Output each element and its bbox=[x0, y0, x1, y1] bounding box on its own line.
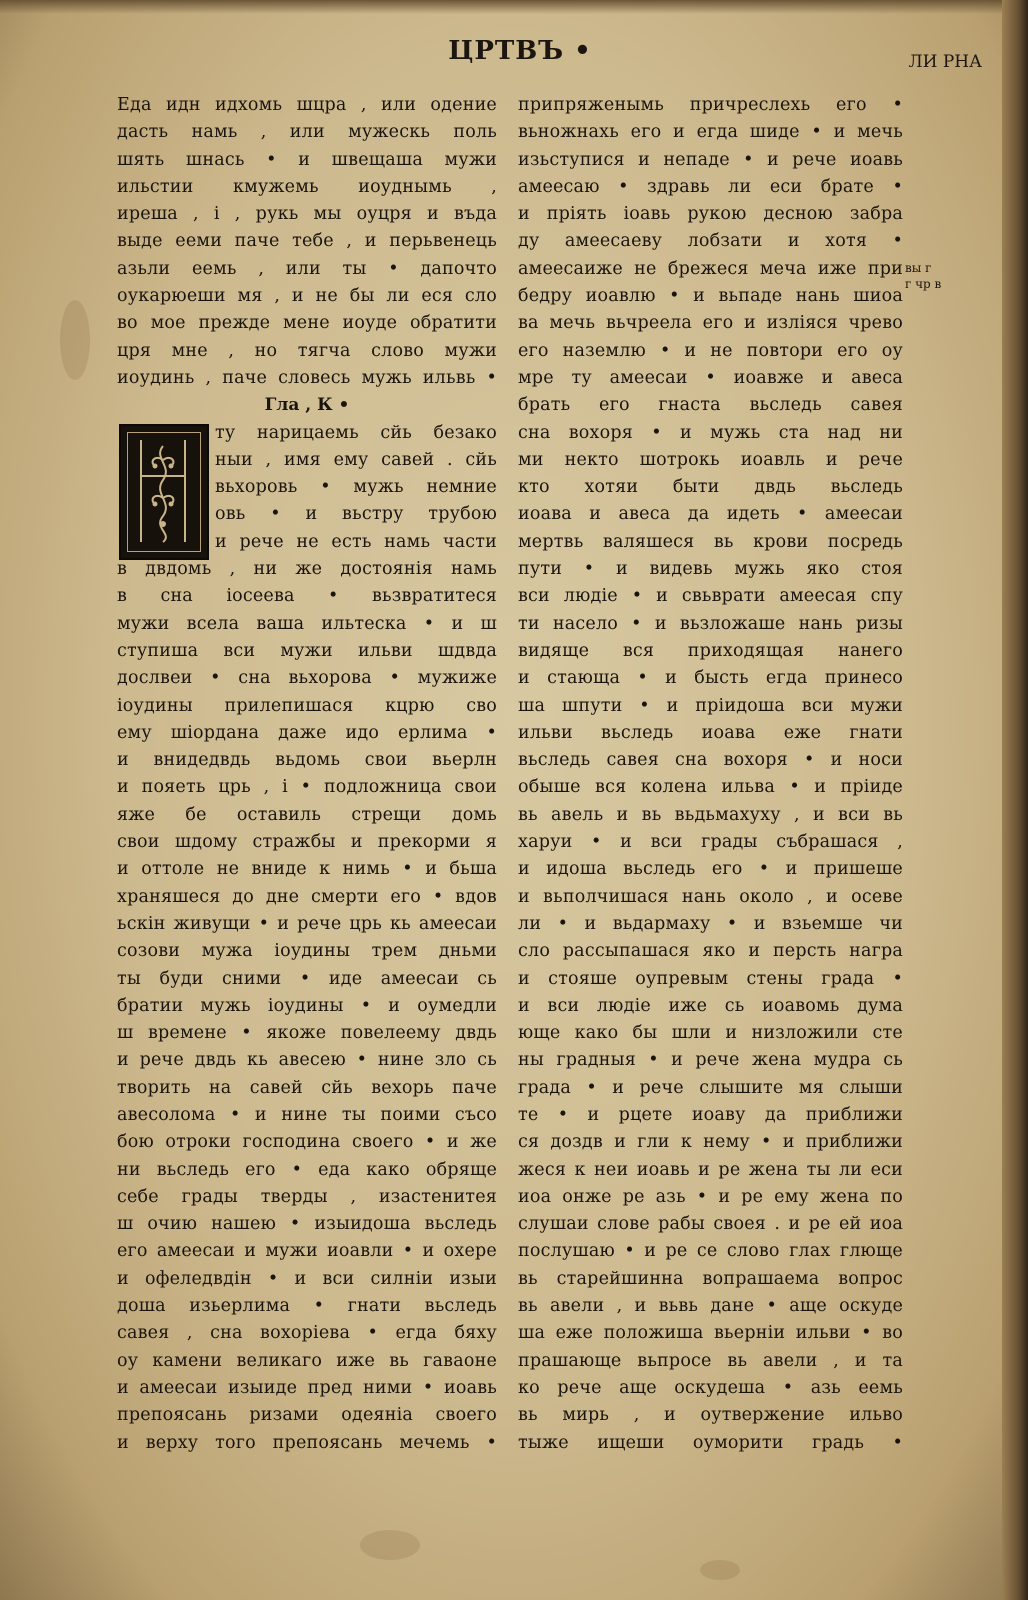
page-right-edge bbox=[1002, 0, 1028, 1600]
text-line: слушаи слове рабы своея . и ре ей иоа bbox=[518, 1214, 903, 1235]
page-number: ЛИ РНА bbox=[908, 52, 982, 72]
text-line: сна вохоря • и мужь ста над ни bbox=[518, 422, 903, 443]
text-line: и рече двдь кь авесею • нине зло сь bbox=[117, 1050, 497, 1071]
text-line: ти насело • и вьзложаше нань ризы bbox=[518, 613, 903, 634]
running-head: ЦРТВЪ • bbox=[448, 36, 592, 66]
text-line: и стояше оупревым стены града • bbox=[518, 968, 903, 989]
text-line: выде ееми паче тебе , и перьвенець bbox=[117, 231, 497, 252]
text-line: и внидедвдь вьдомь свои вьерлн bbox=[117, 750, 497, 771]
text-line: себе грады тверды , изастенитея bbox=[117, 1186, 497, 1207]
text-line: вьхоровь • мужь немние bbox=[215, 477, 497, 498]
text-line: ш очию нашею • изыидоша вьследь bbox=[117, 1214, 497, 1235]
text-line: овь • и вьстру трубою bbox=[215, 504, 497, 525]
text-line: и вси людіе иже сь иоавомь дума bbox=[518, 995, 903, 1016]
text-line: шять шнась • и швещаша мужи bbox=[117, 149, 497, 170]
text-line: бою отроки господина своего • и же bbox=[117, 1132, 497, 1153]
ornament-vine-icon bbox=[135, 436, 191, 546]
text-line: храняшеся до дне смерти его • вдов bbox=[117, 886, 497, 907]
text-line: его наземлю • и не повтори его оу bbox=[518, 340, 903, 361]
text-line: прашающе вьпросе вь авели , и та bbox=[518, 1350, 903, 1371]
text-line: сло рассыпашася яко и персть награ bbox=[518, 941, 903, 962]
text-line: оукарюеши мя , и не бы ли еся сло bbox=[117, 286, 497, 307]
text-line: цря мне , но тягча слово мужи bbox=[117, 340, 497, 361]
text-line: пути • и видевь мужь яко стоя bbox=[518, 559, 903, 580]
text-line: иоудинь , паче словесь мужь ильвь • bbox=[117, 367, 497, 388]
text-line: дасть намь , или мужескь поль bbox=[117, 122, 497, 143]
left-column-body bbox=[117, 556, 497, 1457]
left-text-column bbox=[117, 92, 497, 1457]
text-line: ему шіордана даже идо ерлима • bbox=[117, 722, 497, 743]
text-line: и пріять іоавь рукою десною забра bbox=[518, 204, 903, 225]
text-line: и вьполчишася нань около , и осеве bbox=[518, 886, 903, 907]
text-beside-initial bbox=[215, 420, 497, 556]
text-line: савея , сна вохоріева • егда бяху bbox=[117, 1323, 497, 1344]
text-line: ту нарицаемь сйь безако bbox=[215, 422, 497, 443]
text-line: доша изьерлима • гнати вьследь bbox=[117, 1296, 497, 1317]
text-line: бедру иоавлю • и вьпаде нань шиоа bbox=[518, 286, 903, 307]
text-line: и офеледвдін • и вси силніи изыи bbox=[117, 1268, 497, 1289]
right-column-body bbox=[518, 92, 903, 1457]
text-line: ильви вьследь иоава еже гнати bbox=[518, 722, 903, 743]
text-line: ильстии кмужемь иоуднымь , bbox=[117, 176, 497, 197]
text-line: амеесаю • здравь ли еси брате • bbox=[518, 176, 903, 197]
text-line: тыже ищеши оуморити градь • bbox=[518, 1432, 903, 1453]
text-line: мужи всела ваша ильтеска • и ш bbox=[117, 613, 497, 634]
text-line: яже бе оставиль стрещи домь bbox=[117, 804, 497, 825]
margin-note-line: г чр в bbox=[905, 277, 942, 291]
text-line: ш времене • якоже повелеему двдь bbox=[117, 1023, 497, 1044]
text-line: в двдомь , ни же достоянія намь bbox=[117, 559, 497, 580]
text-line: града • и рече слышите мя слыши bbox=[518, 1077, 903, 1098]
text-line: кто хотяи быти двдь вьследь bbox=[518, 477, 903, 498]
text-line: в сна іосеева • вьзвратитеся bbox=[117, 586, 497, 607]
text-line: вь авель и вь вьдьмахуху , и вси вь bbox=[518, 804, 903, 825]
initial-letter-block bbox=[117, 420, 497, 557]
page-top-edge bbox=[0, 0, 1028, 14]
right-text-column bbox=[518, 92, 903, 1457]
text-line: и амеесаи изыиде пред ними • иоавь bbox=[117, 1377, 497, 1398]
text-line: ьскін живущи • и рече црь кь амеесаи bbox=[117, 913, 497, 934]
text-line: вь мирь , и оутвержение ильво bbox=[518, 1405, 903, 1426]
text-line: изьступися и непаде • и рече иоавь bbox=[518, 149, 903, 170]
text-line: его амеесаи и мужи иоавли • и охере bbox=[117, 1241, 497, 1262]
text-line: творить на савей сйь вехорь паче bbox=[117, 1077, 497, 1098]
text-line: дослвеи • сна вьхорова • мужиже bbox=[117, 668, 497, 689]
text-line: и рече не есть намь части bbox=[215, 531, 497, 552]
paper-stain bbox=[360, 1530, 420, 1560]
paper-stain bbox=[700, 1560, 740, 1580]
text-line: вьножнахь его и егда шиде • и мечь bbox=[518, 122, 903, 143]
text-line: и оттоле не вниде к нимь • и бьша bbox=[117, 859, 497, 880]
text-line: припряженымь причреслехь его • bbox=[518, 95, 903, 115]
text-line: и стающа • и бысть егда принесо bbox=[518, 668, 903, 689]
text-line: амеесаиже не брежеся меча иже при bbox=[518, 258, 903, 279]
text-line: ли • и вьдармаху • и взьемше чи bbox=[518, 913, 903, 934]
text-line: іоудины прилепишася кцрю сво bbox=[117, 695, 497, 716]
text-line: ты буди сними • иде амеесаи сь bbox=[117, 968, 497, 989]
text-line: мре ту амеесаи • иоавже и авеса bbox=[518, 367, 903, 388]
text-line: созови мужа іоудины трем дньми bbox=[117, 941, 497, 962]
text-line: ся доздв и гли к нему • и приближи bbox=[518, 1132, 903, 1153]
margin-note-line: вы г bbox=[905, 261, 932, 275]
text-line: ша еже положиша вьерніи ильви • во bbox=[518, 1323, 903, 1344]
text-line: и верху того препоясань мечемь • bbox=[117, 1432, 497, 1453]
text-line: иреша , і , рукь мы оуцря и въда bbox=[117, 204, 497, 225]
text-line: и идоша вьследь его • и пришеше bbox=[518, 859, 903, 880]
text-line: и пояеть црь , і • подложница свои bbox=[117, 777, 497, 798]
text-line: мертвь валяшеся вь крови посредь bbox=[518, 531, 903, 552]
text-line: вь авели , и вьвь дане • аще оскуде bbox=[518, 1296, 903, 1317]
text-line: свои шдому стражбы и прекорми я bbox=[117, 832, 497, 853]
text-line: брать его гнаста вьследь савея bbox=[518, 395, 903, 416]
text-line: послушаю • и ре се слово глах глюще bbox=[518, 1241, 903, 1262]
text-line: ступиша вси мужи ильви шдвда bbox=[117, 640, 497, 661]
text-line: оу камени великаго иже вь гаваоне bbox=[117, 1350, 497, 1371]
text-line: вьследь савея сна вохоря • и носи bbox=[518, 750, 903, 771]
text-line: ны градныя • и рече жена мудра сь bbox=[518, 1050, 903, 1071]
text-line: ко рече аще оскудеша • азь еемь bbox=[518, 1377, 903, 1398]
chapter-heading: Гла , К • bbox=[264, 395, 350, 416]
text-line: во мое прежде мене иоуде обратити bbox=[117, 313, 497, 334]
text-line: препоясань ризами одеяніа своего bbox=[117, 1405, 497, 1426]
text-line: братии мужь іоудины • и оумедли bbox=[117, 995, 497, 1016]
text-line: ми некто шотрокь иоавль и рече bbox=[518, 449, 903, 470]
text-line: видяще вся приходящая нанего bbox=[518, 640, 903, 661]
margin-note bbox=[905, 260, 985, 292]
decorated-initial-letter bbox=[119, 424, 209, 560]
text-line: ва мечь вьчреела его и изліяся чрево bbox=[518, 313, 903, 334]
text-line: вси людіе • и свьврати амеесая спу bbox=[518, 586, 903, 607]
text-line: ныи , имя ему савей . сйь bbox=[215, 449, 497, 470]
paper-stain bbox=[60, 300, 90, 380]
text-line: обыше вся колена ильва • и пріиде bbox=[518, 777, 903, 798]
text-line: те • и рцете иоаву да приближи bbox=[518, 1104, 903, 1125]
text-line: ни вьследь его • еда како обряще bbox=[117, 1159, 497, 1180]
text-line: иоава и авеса да идеть • амеесаи bbox=[518, 504, 903, 525]
text-line: азьли еемь , или ты • дапочто bbox=[117, 258, 497, 279]
text-line: жеся к неи иоавь и ре жена ты ли еси bbox=[518, 1159, 903, 1180]
text-line: иоа онже ре азь • и ре ему жена по bbox=[518, 1186, 903, 1207]
text-line: Еда идн идхомь шцра , или одение bbox=[117, 95, 497, 115]
text-line: ду амеесаеву лобзати и хотя • bbox=[518, 231, 903, 252]
text-line: авесолома • и нине ты поими съсо bbox=[117, 1105, 497, 1125]
text-line: вь старейшинна вопрашаема вопрос bbox=[518, 1268, 903, 1289]
text-line: юще како бы шли и низложили сте bbox=[518, 1023, 903, 1044]
text-line: ша шпути • и пріидоша вси мужи bbox=[518, 695, 903, 716]
text-line: харуи • и вси грады събрашася , bbox=[518, 832, 903, 853]
